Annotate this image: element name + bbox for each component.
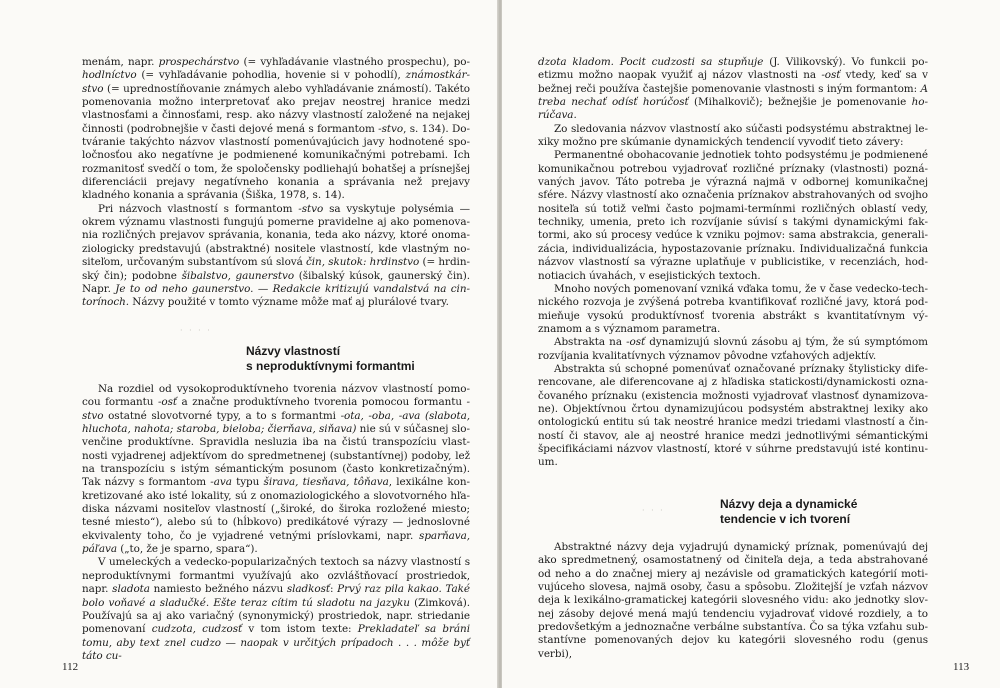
paragraph [82,556,470,663]
print-speckle: · · · [642,506,665,515]
italic-run: -osť [626,336,646,349]
text-run: (Zimková). Používajú sa aj ako variačný (synonymický) prostriedok, napr. striedanie pomenovaní [82,596,470,636]
text-run: Abstraktné názvy deja vyjadrujú dynamický príznak, pomenúvajú dej ako spredmetnený, osamostatnený od činiteľa deja, a teda abstrahované od neho a do značnej miery aj nezávisle od gramatických kategórií motivujúceho slovesa, najmä osoby, času a spôsobu. Zložitejší je vzťah názvov deja k lexikálno-gramatickej kategórii slovesného vidu: ako jednotky slovnej zásoby dejové mená majú tendenciu vyjadrovať vidové rozdiely, a to predovšetkým a jednoznačne verbálne substantíva. Čo sa týka vzťahu substantívne pomenovaných dejov ku kategórii slovesného rodu (genus verbi), [538,541,928,660]
page-number: 112 [62,661,79,673]
text-run: Zo sledovania názvov vlastností ako súčasti podsystému abstraktnej lexiky možno pre skúmanie dynamických tendencií vyvodiť tieto závery: [538,122,928,149]
text-run: v tom istom texte: [242,623,358,636]
page-number: 113 [953,661,970,673]
print-speckle: · · · · [180,326,212,335]
text-run: Pri názvoch vlastností s formantom [98,202,299,215]
italic-run: -stvo [82,396,470,422]
italic-run: sladota [112,583,150,596]
italic-run: A treba nechať odísť horúčosť [538,82,928,109]
italic-run: -stvo [298,202,324,215]
text-run: menám, napr. [82,56,159,68]
text-run: Názvy použité v tomto význame môže mať aj plurálové tvary. [129,296,449,309]
italic-run: dzota kladom. Pocit cudzosti sa stupňuje [538,56,764,68]
text-run: Permanentné obohacovanie jednotiek tohto podsystému je podmienené komunikačnou potrebou vyjadrovať rozličné príznaky (vlastnosti) poznávaných javov. Táto potreba je výrazná najmä v odbornej komunikačnej sfére. Názvy vlastností ako označenia príznakov abstrahovaných od svojho nositeľa sú totiž veľmi často pojmami-termínmi rozličných oblastí vedy, techniky, umenia, preto ich rozvíjanie súvisí s takými dynamickými faktormi, ako sú procesy vedúce k vzniku pojmov: sama abstrakcia, generalizácia, individualizácia, hypostazovanie príznaku. Individualizačná funkcia názvov vlastností sa výrazne uplatňuje v publicistike, v recenziách, hodnotiacich úvahách, v esejistických textoch. [538,149,928,282]
text-run: Mnoho nových pomenovaní vzniká vďaka tomu, že v čase vedecko-technického rozvoja je zvýšená potreba kvantifikovať rozličné javy, ktorá podmieňuje vysokú produktívnosť tvorenia abstrákt s kvantitatívnym významom a s významom parametra. [538,282,928,335]
text-run: , s. 134). Dotváranie takýchto názvov vlastností pomenúvajúcich javy hodnotené spoločnosťou ako negatívne je podmienené komunikačnými potrebami. Ich rozmanitosť svedčí o tom, že spoločensky podliehajú bohatšej a prísnejšej diferenciácii prejavy negatívneho konania a správania než prejavy kladného konania a správania (Šiška, 1978, s. 14). [82,122,470,202]
paragraph [538,541,928,661]
heading-line: Názvy vlastností [246,344,341,358]
paragraph [538,283,928,336]
italic-run: Prekladateľ sa bráni tomu, aby text znel cudzo — naopak v určitých prípadoch . . . môže byť táto cu- [82,623,470,662]
heading-line: tendencie v ich tvorení [720,511,851,526]
paragraph [82,56,470,203]
italic-run: šibalstvo, gaunerstvo [181,269,295,282]
right-text-bottom [538,541,928,661]
text-run: Abstrakta na [554,336,627,349]
text-run: (šibalský kúsok, gaunerský čin). Napr. [82,269,470,295]
text-run: — [253,282,273,295]
section-heading [246,344,446,373]
text-run: (= uprednostíňovanie známych alebo vyhľadávanie známostí). Takéto pomenovania možno interpretovať ako prejav neostrej hranice medzi vlastnosťami a činnosťami, resp. ako názvy vlastností založené na nejakej činnosti (podrobnejšie v časti dejové mená s formantom [82,82,470,135]
italic-run: Prvý raz pila kakao. Také bolo voňavé a sladučké. Ešte teraz cítim tú sladotu na jazyku [82,583,470,609]
italic-run: -stvo [378,122,404,135]
text-run: vtedy, keď sa v bežnej reči používa častejšie pomenovanie vlastnosti s iným formantom: [538,69,928,95]
text-run: Na rozdiel od vysokoproduktívneho tvorenia názvov vlastností pomocou formantu [82,383,470,409]
text-run: (Mihalkovič); bežnejšie je pomenovanie [688,96,912,109]
text-run: typu [231,476,264,489]
heading-line: s neproduktívnymi formantmi [246,358,415,373]
italic-run: čin, skutok: hrdinstvo [306,256,420,269]
italic-run: prospechárstvo [158,56,240,68]
text-run: (= vyhľadávanie vlastného prospechu), po [239,56,470,68]
text-run: V umeleckých a vedecko-popularizačných textoch sa názvy vlastností s neproduktívnymi formantmi využívajú ako ozvláštňovací prostriedok, napr. [82,556,470,596]
text-run: („to, že je sparno, spara“). [116,543,258,556]
text-run: (= vyhľadávanie pohodlia, hovenie si v pohodlí), [136,69,406,82]
section-heading [720,497,920,526]
left-page [0,0,498,688]
text-run: (= hrdinský čin); podobne [82,256,470,282]
italic-run: cudzota, cudzosť [151,623,243,636]
italic-run: sparňava, páľava [82,529,470,556]
italic-run: -osť [821,69,841,82]
text-run: dynamizujú slovnú zásobu aj tým, že sú symptómom rozvíjania kvalitatívnych významov pôvodne vzťahových adjektív. [538,336,928,362]
paragraph [538,149,928,282]
italic-run: Je to od neho gaunerstvo. [115,282,254,295]
text-run: sa vyskytuje polysémia — okrem významu vlastnosti fungujú pomerne pravidelne aj ako pomenovania rozličných prejavov správania, konania, teda ako názvy, ktoré onomaziologicky predstavujú (abstraktné) nositele vlastností, kde vlastným nositeľom, určovaným substantívom sú slová [82,202,470,269]
text-run: Abstrakta sú schopné pomenúvať označované príznaky štylisticky diferencovane, ale diferencovane aj z hľadiska statickosti/dynamickosti označovaného príznaku (existencia možnosti vyjadrovať vlastnosť dynamizovane). Objektívnou črtou dynamizujúcou podsystém abstraktnej lexiky ako ontologickú entitu sú tak neostré hranice medzi triedami vlastností a činností či stavov, ale aj neostré hranice medzi jednotlivými sémantickými špecifikáciami názvov vlastností, ktoré v súhrne predstavujú isté kontinuum. [538,362,928,469]
italic-run: -osť [157,396,178,409]
italic-run: Redakcie kritizujú vandalstvá na cintorínoch. [82,282,470,309]
text-run: ostatné slovotvorné typy, a to s formantmi [103,409,341,422]
right-text-top [538,56,928,470]
paragraph [82,203,470,310]
italic-run: -ota, -oba, -ava (slabota, hluchota, nahota; staroba, bieloba; čierňava, siňava) [82,409,470,436]
right-page [502,0,1000,688]
italic-run: sladkosť [286,583,330,596]
text-run: a značne produktívneho tvorenia pomocou formantu [177,396,467,409]
text-run: . [573,109,577,122]
italic-run: širava, tiesňava, tôňava [263,476,389,489]
text-run: nie sú v súčasnej slovenčine produktívne. Spravidla nesluzia iba na čistú transpozíciu vlastnosti vyjadrenej adjektívom do spredmetnenej (substantívnej) podoby, lež na transpozíciu s istým sémantickým posunom (často konkretizačným). Tak názvy s formantom [82,423,470,489]
text-run: , lexikálne konkretizované ako isté lokality, sú z onomaziologického a slovotvorného hľadiska názvami nositeľov vlastností („široké, do široka rozložené miesto; tesné miesto“), alebo sú to (hĺbkovo) predikátové výrazy — jednoslovné ekvivalenty toho, čo je vyjadrené vetnými príslovkami, napr. [82,476,470,542]
paragraph [82,383,470,556]
heading-line: Názvy deja a dynamické [720,497,858,511]
paragraph [538,336,928,363]
paragraph [538,56,928,123]
text-run: (J. Vilikovský). Vo funkcii poetizmu možno naopak využiť aj názov vlastnosti na [538,56,928,82]
paragraph [538,363,928,470]
left-text-bottom [82,383,470,663]
italic-run: známostkárstvo [82,69,470,95]
text-run: namiesto bežného názvu [149,583,287,596]
italic-run: horúčava [538,96,928,122]
text-run: : [329,583,338,596]
italic-run: hodlníctvo [82,69,137,82]
left-text-top [82,56,470,310]
italic-run: -ava [210,476,232,489]
paragraph [538,123,928,150]
